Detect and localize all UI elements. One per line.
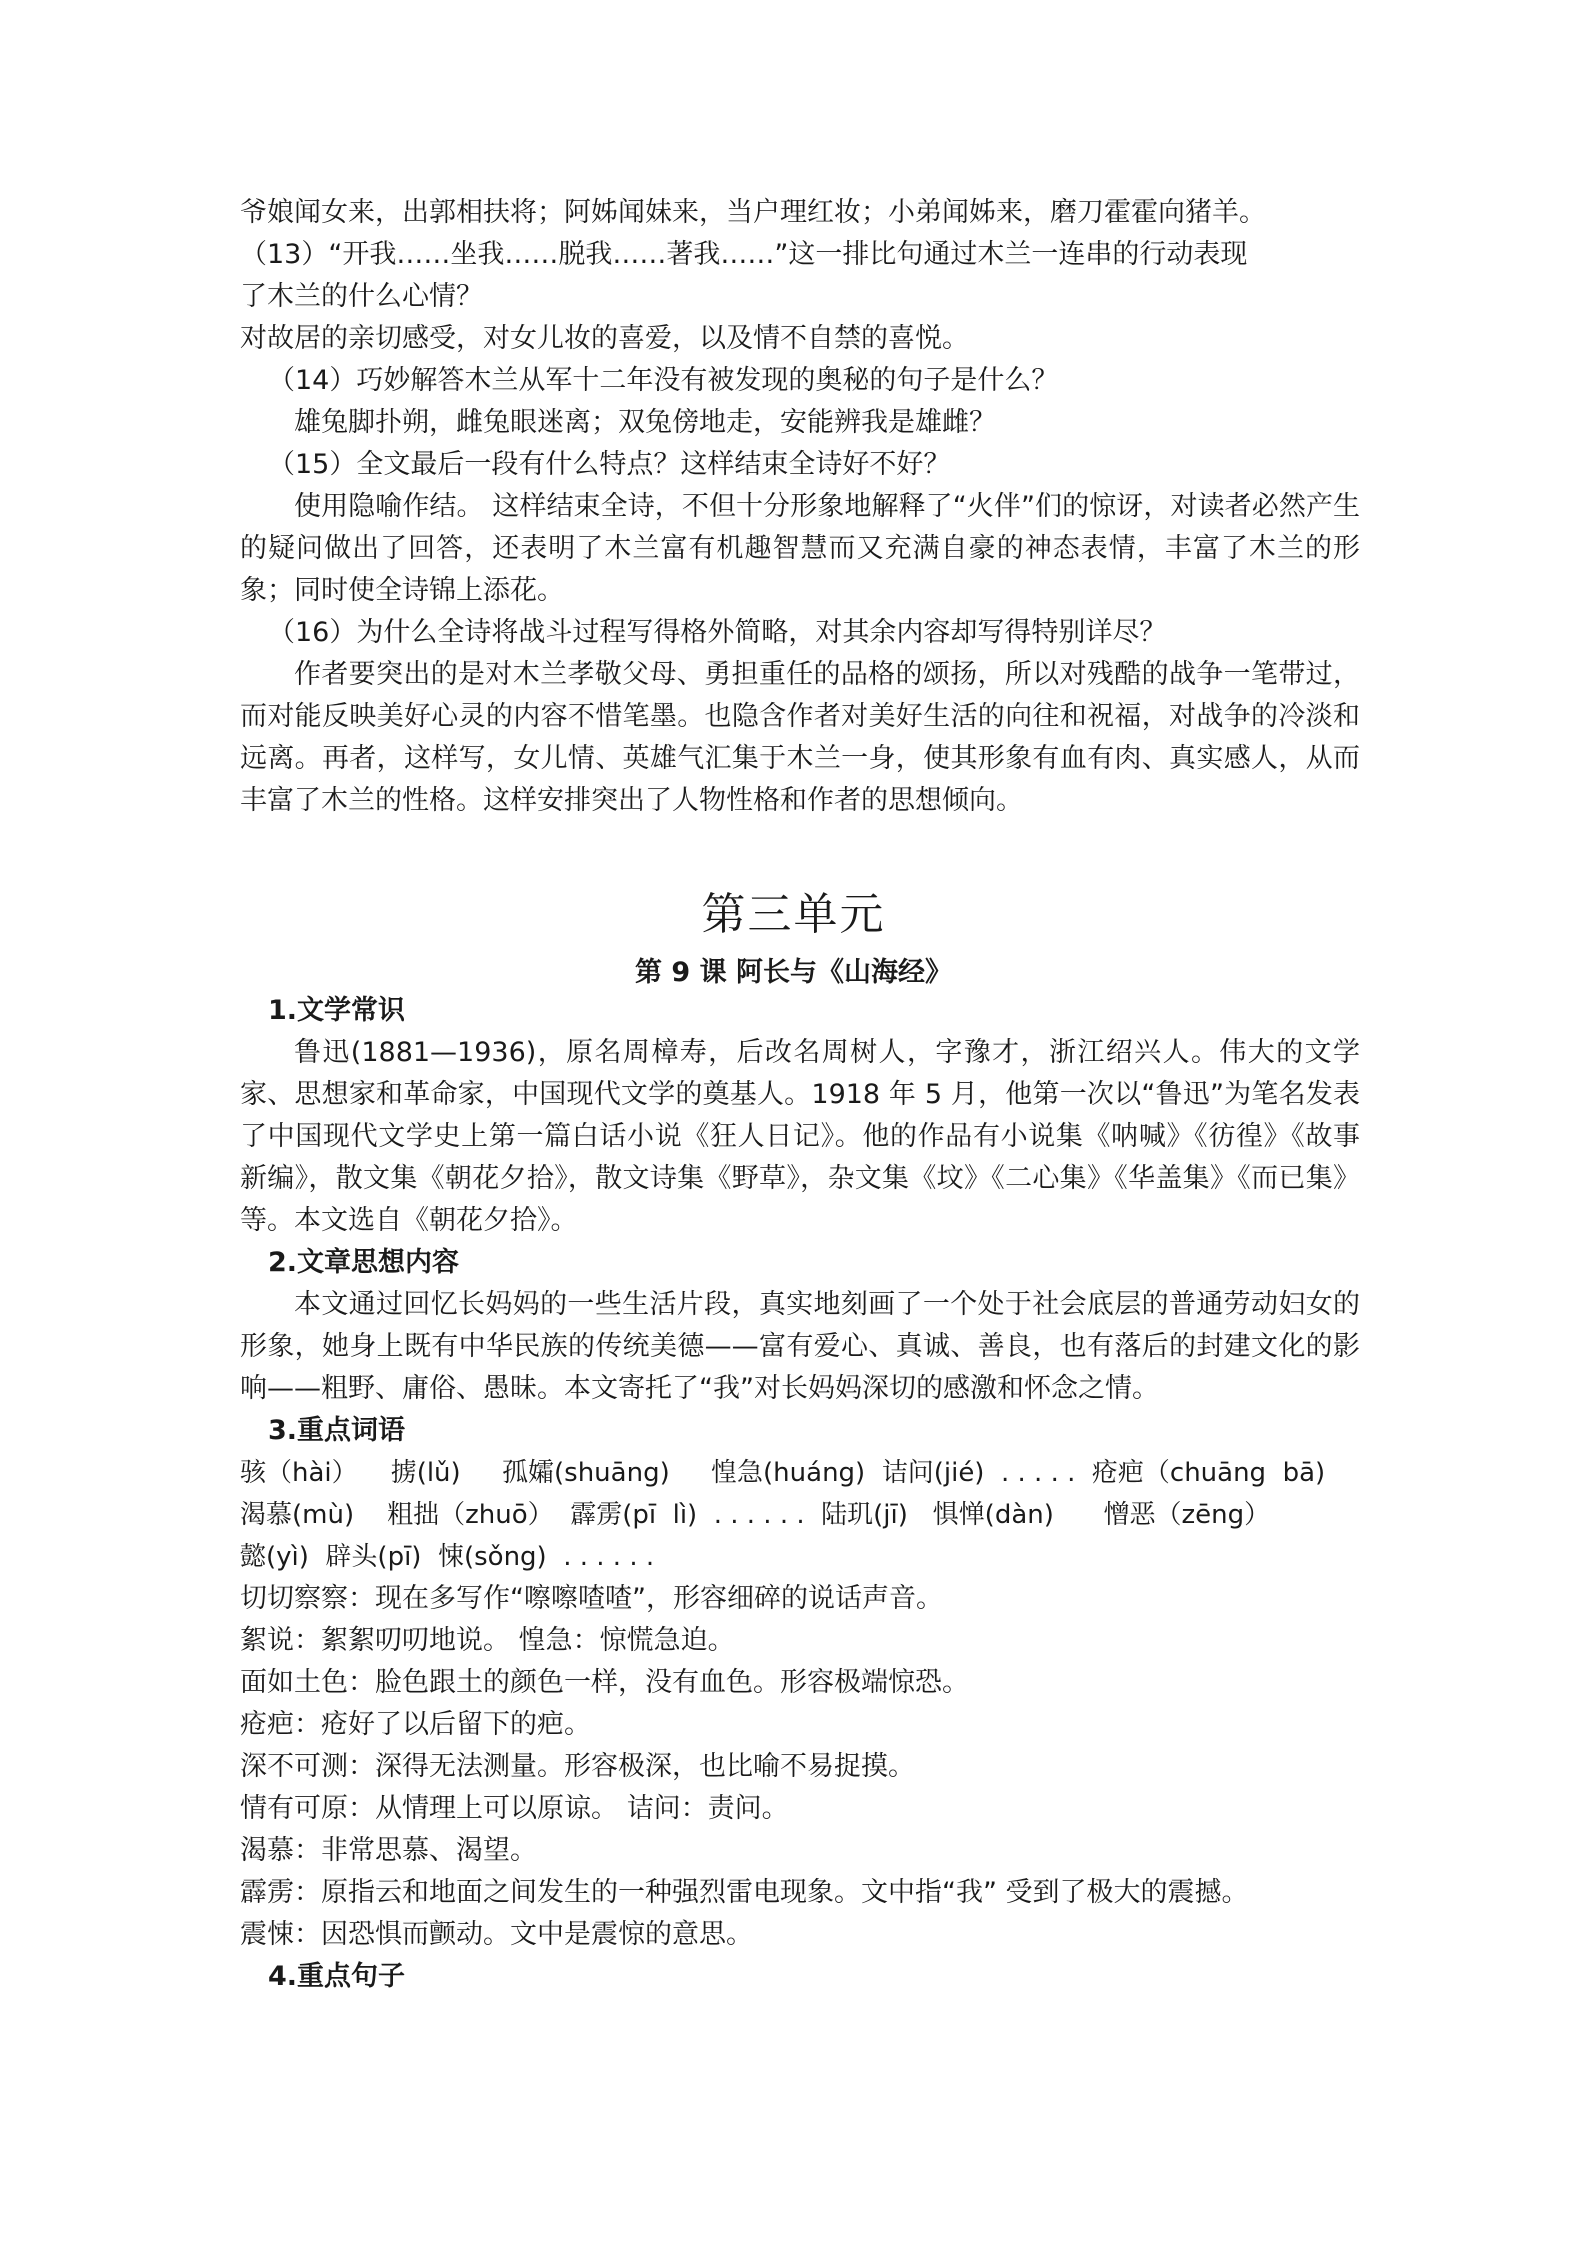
question-16: （16）为什么全诗将战斗过程写得格外简略，对其余内容却写得特别详尽？ bbox=[268, 617, 1167, 648]
definition-6: 情有可原：从情理上可以原谅。 诘问：责问。 bbox=[240, 1793, 789, 1824]
question-13: （13）“开我……坐我……脱我……著我……”这一排比句通过木兰一连串的行动表现 bbox=[240, 239, 1248, 270]
poem-line: 爷娘闻女来，出郭相扶将；阿姊闻妹来，当户理红妆；小弟闻姊来，磨刀霍霍向猪羊。 bbox=[240, 197, 1266, 228]
answer-15: 使用隐喻作结。 这样结束全诗，不但十分形象地解释了“火伴”们的惊讶，对读者必然产生的疑问做出了回答，还表明了木兰富有机趣智慧而又充满自豪的神态表情，丰富了木兰的形象；同时使全诗锦上添花。 bbox=[240, 491, 1360, 606]
literature-body: 鲁迅(1881—1936)，原名周樟寿，后改名周树人，字豫才，浙江绍兴人。伟大的文学家、思想家和革命家，中国现代文学的奠基人。1918 年 5 月，他第一次以“鲁迅”为笔名发表了中国现代文学史上第一篇白话小说《狂人日记》。他的作品有小说集《呐喊》《彷徨》《故事新编》，散文集《朝花夕拾》，散文诗集《野草》，杂文集《坟》《二心集》《华盖集》《而已集》等。本文选自《朝花夕拾》。 bbox=[240, 1037, 1360, 1236]
answer-14: 雄兔脚扑朔，雌兔眼迷离；双兔傍地走，安能辨我是雄雌？ bbox=[294, 407, 996, 438]
mulan-qa-section bbox=[240, 192, 1360, 822]
section-heading-key-sentences: 4.重点句子 bbox=[268, 1961, 406, 1992]
section-heading-vocabulary: 3.重点词语 bbox=[268, 1415, 406, 1446]
definition-2: 絮说：絮絮叨叨地说。 惶急：惊慌急迫。 bbox=[240, 1625, 735, 1656]
answer-13: 对故居的亲切感受，对女儿妆的喜爱，以及情不自禁的喜悦。 bbox=[240, 323, 969, 354]
lesson-9-content bbox=[240, 990, 1360, 1998]
question-13-continued: 了木兰的什么心情？ bbox=[240, 281, 483, 312]
question-15: （15）全文最后一段有什么特点？这样结束全诗好不好？ bbox=[268, 449, 951, 480]
section-heading-literature: 1.文学常识 bbox=[268, 995, 406, 1026]
definition-4: 疮疤：疮好了以后留下的疤。 bbox=[240, 1709, 591, 1740]
definition-1: 切切察察：现在多写作“嚓嚓喳喳”，形容细碎的说话声音。 bbox=[240, 1583, 943, 1614]
vocab-line-2: 渴慕(mù) 粗拙（zhuō） 霹雳(pī lì) . . . . . . 陆玑(jī) 惧惮(dàn) 憎恶（zēng） bbox=[240, 1500, 1271, 1530]
vocab-line-3: 懿(yì) 辟头(pī) 悚(sǒng) . . . . . . bbox=[240, 1542, 655, 1572]
theme-body: 本文通过回忆长妈妈的一些生活片段，真实地刻画了一个处于社会底层的普通劳动妇女的形象，她身上既有中华民族的传统美德——富有爱心、真诚、善良，也有落后的封建文化的影响——粗野、庸俗、愚昧。本文寄托了“我”对长妈妈深切的感激和怀念之情。 bbox=[240, 1289, 1360, 1404]
definition-3: 面如土色：脸色跟土的颜色一样，没有血色。形容极端惊恐。 bbox=[240, 1667, 969, 1698]
question-14: （14）巧妙解答木兰从军十二年没有被发现的奥秘的句子是什么？ bbox=[268, 365, 1059, 396]
unit-title: 第三单元 bbox=[701, 889, 886, 940]
definition-8: 霹雳：原指云和地面之间发生的一种强烈雷电现象。文中指“我” 受到了极大的震撼。 bbox=[240, 1877, 1249, 1908]
section-heading-theme: 2.文章思想内容 bbox=[268, 1247, 460, 1278]
definition-5: 深不可测：深得无法测量。形容极深，也比喻不易捉摸。 bbox=[240, 1751, 915, 1782]
definition-9: 震悚：因恐惧而颤动。文中是震惊的意思。 bbox=[240, 1919, 753, 1950]
answer-16: 作者要突出的是对木兰孝敬父母、勇担重任的品格的颂扬，所以对残酷的战争一笔带过，而对能反映美好心灵的内容不惜笔墨。也隐含作者对美好生活的向往和祝福，对战争的冷淡和远离。再者，这样写，女儿情、英雄气汇集于木兰一身，使其形象有血有肉、真实感人，从而丰富了木兰的性格。这样安排突出了人物性格和作者的思想倾向。 bbox=[240, 659, 1360, 816]
definition-7: 渴慕：非常思慕、渴望。 bbox=[240, 1835, 537, 1866]
lesson-title: 第 9 课 阿长与《山海经》 bbox=[635, 957, 952, 988]
vocab-line-1: 骇（hài） 掳(lǔ) 孤孀(shuāng) 惶急(huáng) 诘问(jié) . . . . . 疮疤（chuāng bā) bbox=[240, 1458, 1326, 1488]
